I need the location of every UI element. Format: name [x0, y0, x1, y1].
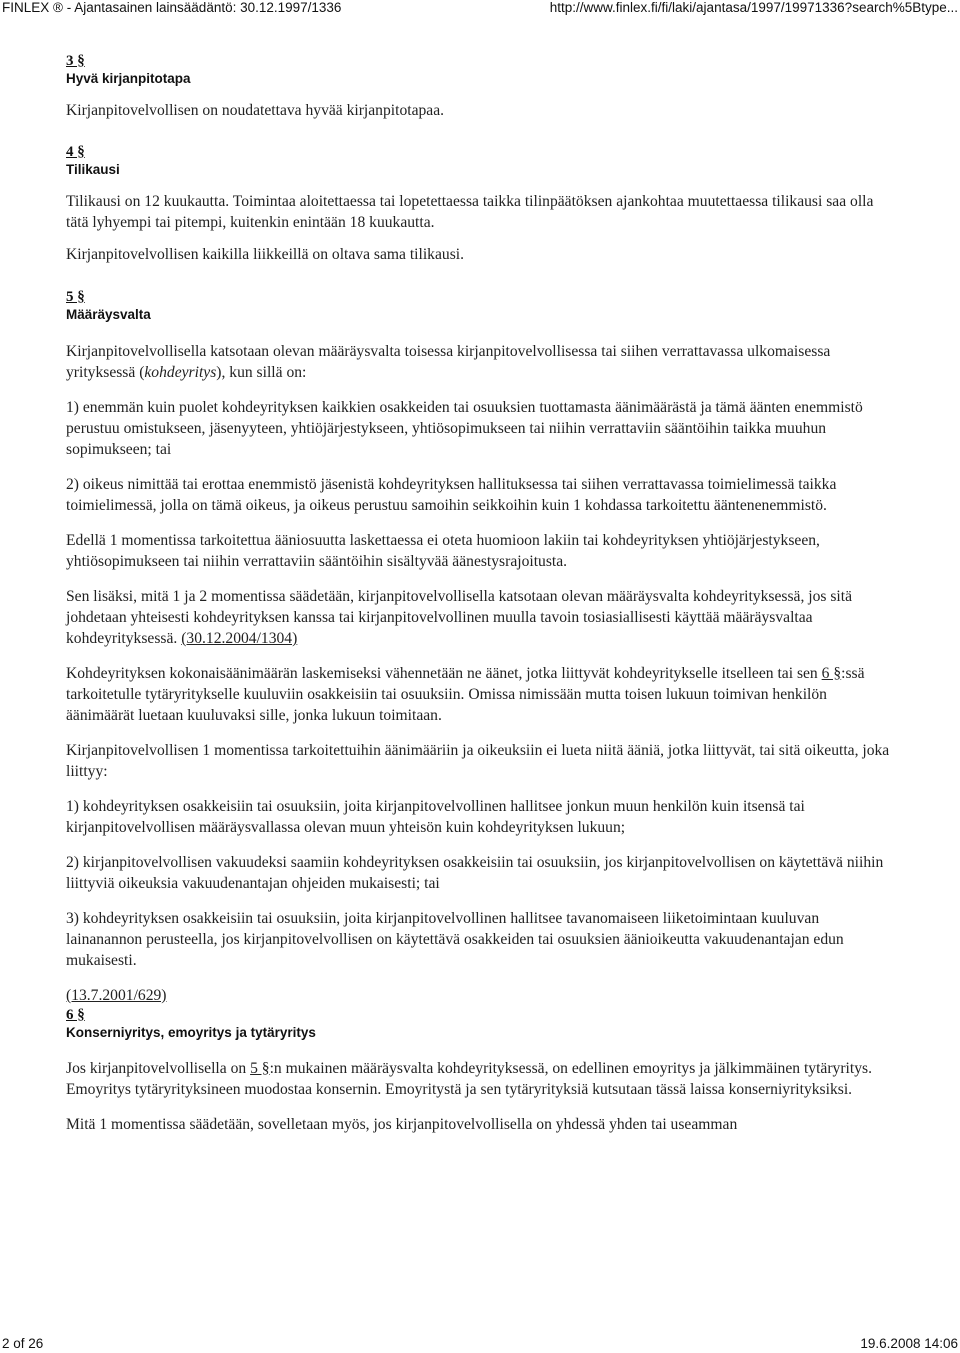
term-kohdeyritys: kohdeyritys: [144, 364, 217, 381]
section-5-paragraph-4: Kohdeyrityksen kokonaisäänimäärän laskemiseksi vähennetään ne äänet, jotka liittyvät kohdeyritykselle itselleen tai sen 6 §:ssä tarkoitetulle tytäryritykselle kuuluviin osakkeisiin tai osuuksiin. Omissa nimissään mutta toisen lukuun toimivan henkilön äänimäärät luetaan kuuluvaksi sille, jonka lukuun toimitaan.: [66, 665, 865, 724]
print-timestamp: 19.6.2008 14:06: [860, 1336, 958, 1351]
section-5-number[interactable]: 5 §: [66, 289, 85, 305]
page-number: 2 of 26: [2, 1336, 44, 1351]
section-5-paragraph-2: Edellä 1 momentissa tarkoitettua ääniosuutta laskettaessa ei oteta huomioon lakiin tai kohdeyrityksen yhtiöjärjestykseen, yhtiösopimukseen tai niihin verrattaviin sääntöihin sisältyvää äänestysrajoitusta.: [66, 532, 820, 570]
section-5-item-2: 2) oikeus nimittää tai erottaa enemmistö jäsenistä kohdeyrityksen hallituksessa tai siihen verrattavassa toimielimessä taikka toimielimessä, jolla on tämä oikeus, ja oikeus perustuu samoihin seikkoihin kuin 1 kohdassa tarkoitettu ääntenenemmistö.: [66, 476, 837, 514]
amendment-link-2001[interactable]: (13.7.2001/629): [66, 987, 167, 1004]
section-3-number[interactable]: 3 §: [66, 53, 85, 69]
section-5-subitem-2: 2) kirjanpitovelvollisen vakuudeksi saamiin kohdeyrityksen osakkeisiin tai osuuksiin, jos kirjanpitovelvollisen on käytettävä niihin liittyviä oikeuksia vakuudenantajan ohjeiden mukaisesti; tai: [66, 854, 884, 892]
section-5: [66, 288, 896, 1006]
section-5-subitem-3: 3) kohdeyrityksen osakkeisiin tai osuuksiin, joita kirjanpitovelvollinen hallitsee tavanomaiseen liiketoimintaan kuuluvan lainanannon perusteella, jos kirjanpitovelvollisen on käytettävä osakkeiden tai osuuksien äänioikeutta vakuudenantajan edun mukaisesti.: [66, 910, 844, 969]
section-5-paragraph-1: Kirjanpitovelvollisella katsotaan olevan määräysvalta toisessa kirjanpitovelvollisessa tai siihen verrattavassa ulkomaisessa yrityksessä (kohdeyritys), kun sillä on:: [66, 343, 831, 381]
section-5-subitem-1: 1) kohdeyrityksen osakkeisiin tai osuuksiin, joita kirjanpitovelvollinen hallitsee jonkun muun henkilön kuin itsensä tai kirjanpitovelvollisen määräysvallassa olevan muun yhteisön kuin kohdeyrityksen lukuun;: [66, 798, 805, 836]
section-6-link[interactable]: 6 §: [821, 665, 842, 682]
section-6-title: Konserniyritys, emoyritys ja tytäryritys: [66, 1025, 316, 1040]
header-url: http://www.finlex.fi/fi/laki/ajantasa/1997/19971336?search%5Btype...: [549, 0, 958, 15]
section-6: [66, 1006, 896, 1135]
document-body: [66, 52, 896, 1135]
section-5-paragraph-5: Kirjanpitovelvollisen 1 momentissa tarkoitettuihin äänimääriin ja oikeuksiin ei lueta niitä ääniä, jotka liittyvät, tai sitä oikeutta, joka liittyy:: [66, 742, 890, 780]
section-4-paragraph-1: Tilikausi on 12 kuukautta. Toimintaa aloitettaessa tai lopetettaessa taikka tilinpäätöksen ajankohtaa muutettaessa tilikausi saa olla tätä lyhyempi tai pitempi, kuitenkin enintään 18 kuukautta.: [66, 193, 874, 231]
section-5-title: Määräysvalta: [66, 307, 151, 322]
section-4-title: Tilikausi: [66, 162, 120, 177]
section-6-paragraph-2: Mitä 1 momentissa säädetään, sovelletaan myös, jos kirjanpitovelvollisella on yhdessä yhden tai useamman: [66, 1116, 738, 1133]
section-4-paragraph-2: Kirjanpitovelvollisen kaikilla liikkeillä on oltava sama tilikausi.: [66, 246, 464, 263]
section-5-link[interactable]: 5 §: [250, 1060, 270, 1077]
section-5-item-1: 1) enemmän kuin puolet kohdeyrityksen kaikkien osakkeiden tai osuuksien tuottamasta äänimäärästä ja tämä äänten enemmistö perustuu omistukseen, jäsenyyteen, yhtiöjärjestykseen, yhtiösopimukseen tai niihin verrattaviin sääntöihin taikka muuhun sopimukseen; tai: [66, 399, 863, 458]
section-3: [66, 52, 896, 121]
section-3-title: Hyvä kirjanpitotapa: [66, 71, 191, 86]
section-4: [66, 143, 896, 265]
section-5-paragraph-3: Sen lisäksi, mitä 1 ja 2 momentissa säädetään, kirjanpitovelvollisella katsotaan olevan määräysvalta kohdeyrityksessä, jos sitä johdetaan yhteisesti kohdeyrityksen kanssa tai kirjanpitovelvollinen muulla tavoin tosiasiallisesti käyttää määräysvaltaa kohdeyrityksessä. (30.12.2004/1304): [66, 588, 852, 647]
amendment-link-2004[interactable]: (30.12.2004/1304): [181, 630, 298, 647]
header-title: FINLEX ® - Ajantasainen lainsäädäntö: 30.12.1997/1336: [2, 0, 342, 15]
section-6-number[interactable]: 6 §: [66, 1007, 85, 1023]
section-3-paragraph: Kirjanpitovelvollisen on noudatettava hyvää kirjanpitotapaa.: [66, 102, 445, 119]
section-6-paragraph-1: Jos kirjanpitovelvollisella on 5 §:n mukainen määräysvalta kohdeyrityksessä, on edellinen emoyritys ja jälkimmäinen tytäryritys. Emoyritys tytäryrityksineen muodostaa konsernin. Emoyritystä ja sen tytäryrityksiä kutsutaan tässä laissa konserniyrityksiksi.: [66, 1060, 872, 1098]
section-4-number[interactable]: 4 §: [66, 144, 85, 160]
